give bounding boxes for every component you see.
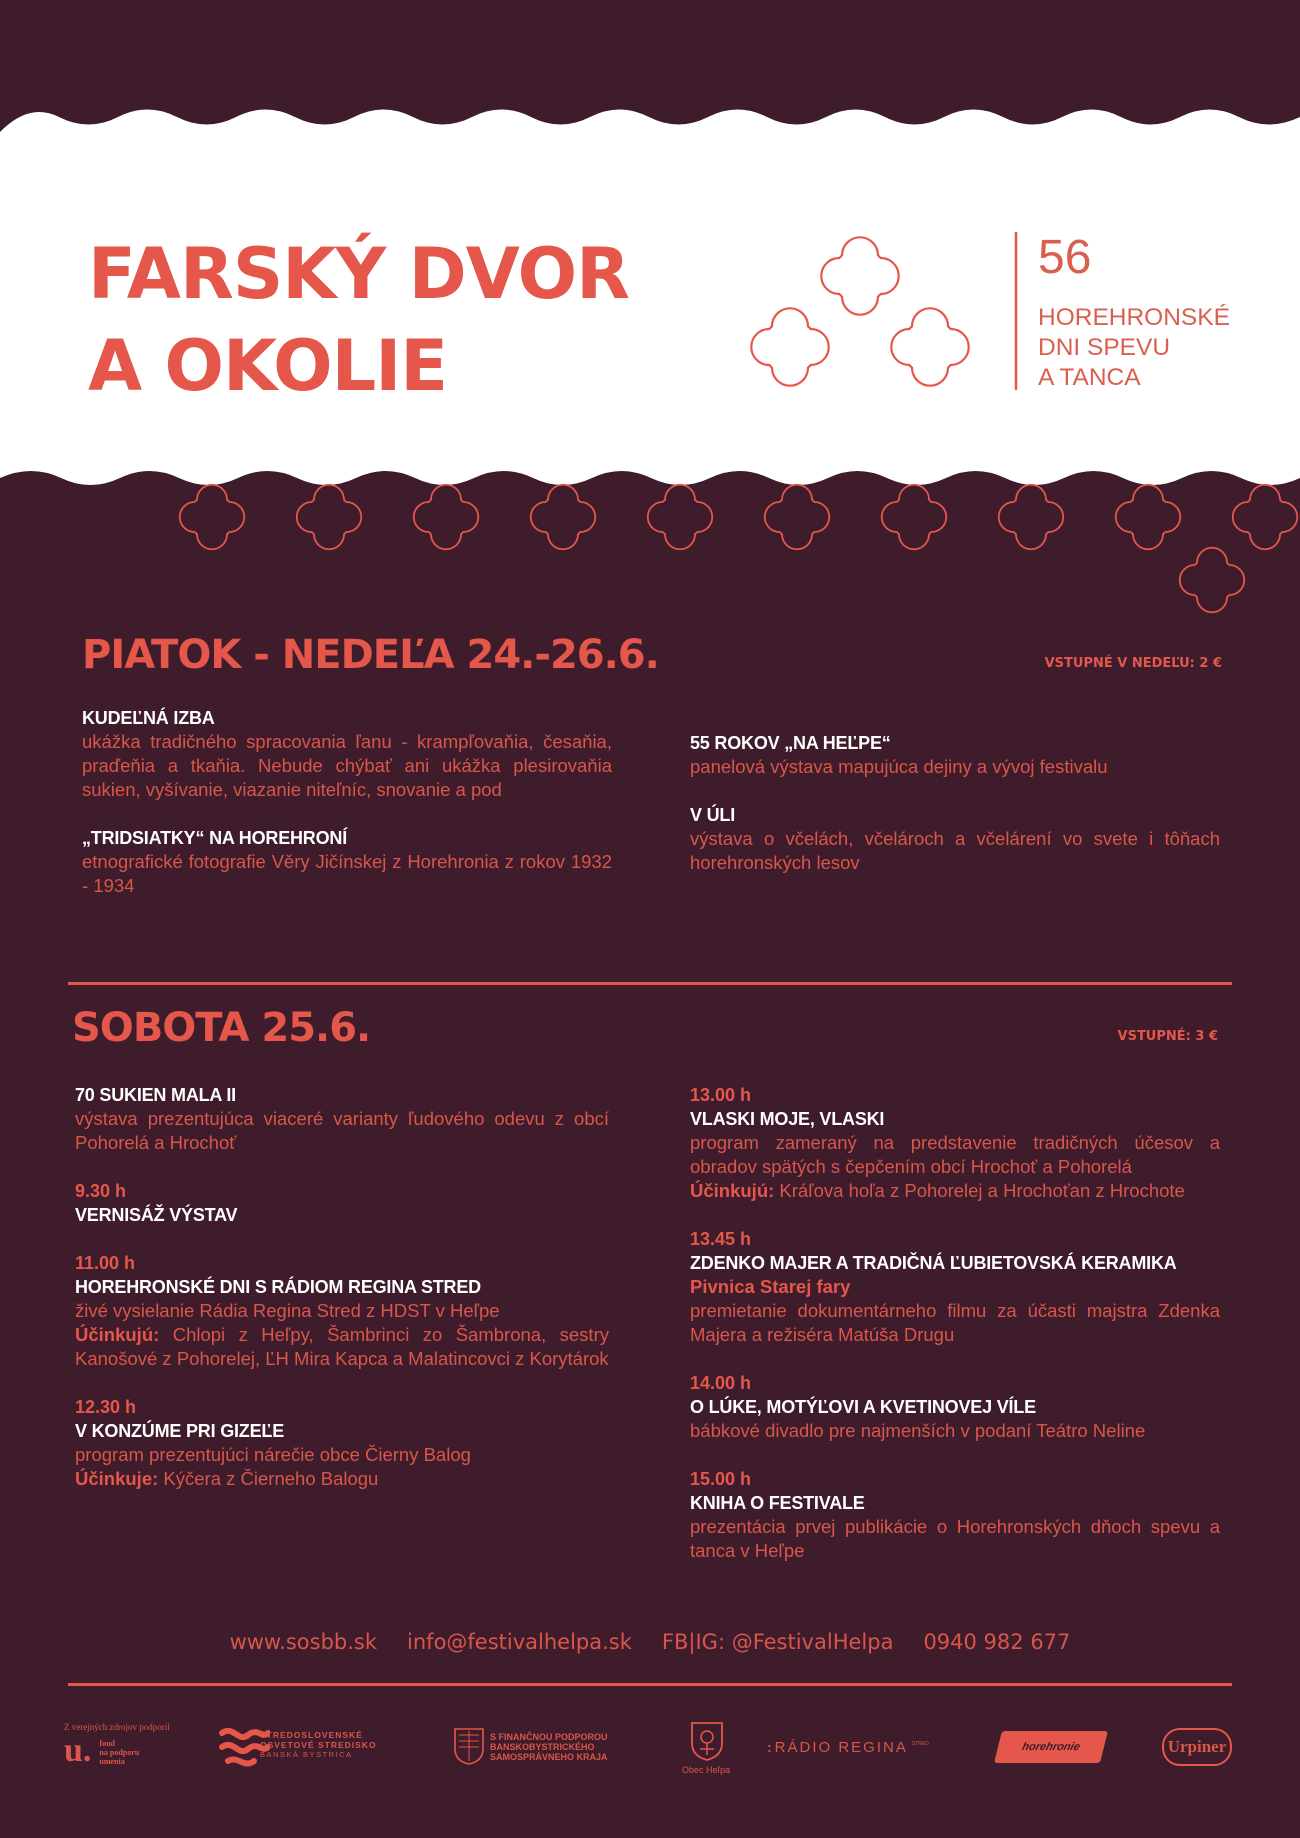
section-1-right-column [690,731,1220,899]
quatrefoil-ornament [180,485,245,549]
item-time: 15.00 h [690,1469,752,1489]
footer-divider [68,1683,1232,1686]
item-time: 12.30 h [75,1397,137,1417]
quatrefoil-ornament [1233,485,1298,549]
fpu-letter: u. [64,1732,92,1769]
item-name: KUDEĽNÁ IZBA [82,708,215,728]
social-handle[interactable]: FB|IG: @FestivalHelpa [661,1630,894,1654]
bbsk-line-2: BANSKOBYSTRICKÉHO [490,1742,595,1752]
section-2-left-column [75,1083,609,1515]
performers-text: Kráľova hoľa z Pohorelej a Hrochoťan z Hrochote [774,1180,1185,1201]
section-2-title: SOBOTA 25.6. [72,1005,371,1051]
section-2-right-column [690,1083,1220,1587]
title-line-2: A OKOLIE [88,325,448,407]
quatrefoil-ornament [882,485,947,549]
festival-name-line-1: HOREHRONSKÉ [1038,304,1230,331]
phone-number[interactable]: 0940 982 677 [923,1630,1071,1654]
email-link[interactable]: info@festivalhelpa.sk [407,1630,632,1654]
title-line-1: FARSKÝ DVOR [88,233,630,315]
sos-line-2: OSVETOVÉ STREDISKO [260,1740,377,1750]
program-item [690,1227,1220,1347]
item-name: VLASKI MOJE, VLASKI [690,1109,885,1129]
performers-text: Chlopi z Heľpy, Šambrinci zo Šambrona, sestry Kanošové z Pohorelej, ĽH Mira Kapca a Malatincovci z Korytárok [75,1324,609,1369]
sos-line-1: STREDOSLOVENSKÉ [260,1730,363,1740]
section-1-title: PIATOK - NEDEĽA 24.-26.6. [82,632,659,678]
program-item [75,1083,609,1155]
performers-label: Účinkujú: [75,1324,160,1345]
item-performers [75,1323,609,1371]
item-time: 14.00 h [690,1373,752,1393]
program-item [690,1467,1220,1563]
item-description: program prezentujúci nárečie obce Čierny Balog [75,1444,471,1465]
radio-dots-icon: : [767,1739,772,1755]
fpu-top-text: Z verejných zdrojov podporil [64,1722,170,1732]
quatrefoil-ornament [414,485,479,549]
page-title [88,228,629,412]
quatrefoil-ornament [1116,485,1180,549]
item-description: ukážka tradičného spracovania ľanu - krampľovaňia, česaňia, praďeňia a tkaňia. Nebude chýbať ani ukážka plesirovaňia sukien, vyšívanie, viazanie niteľníc, snovanie a pod [82,731,612,800]
quatrefoil-ornament [765,485,830,549]
horehronie-text: horehronie [1020,1741,1082,1753]
urpiner-logo [1162,1728,1232,1766]
performers-text: Kýčera z Čierneho Balogu [158,1468,379,1489]
program-item [690,1083,1220,1203]
item-time: 11.00 h [75,1253,136,1273]
bbsk-line-1: S FINANČNOU PODPOROU [490,1732,608,1742]
fpu-logo [64,1722,170,1769]
sos-text [260,1730,377,1759]
festival-name-line-2: DNI SPEVU [1038,334,1171,361]
item-name: V KONZÚME PRI GIZEĽE [75,1421,285,1441]
quatrefoil-ornament [999,485,1064,549]
item-name: 55 ROKOV „NA HEĽPE“ [690,733,891,753]
program-item [75,1395,609,1491]
item-description: bábkové divadlo pre najmenších v podaní Teátro Neline [690,1420,1146,1441]
item-description: panelová výstava mapujúca dejiny a vývoj festivalu [690,756,1108,777]
bbsk-coat-of-arms-icon [453,1727,485,1765]
performers-label: Účinkuje: [75,1468,159,1489]
quatrefoil-ornament [648,485,713,549]
program-item [690,1371,1220,1443]
item-time: 13.45 h [690,1229,752,1249]
radio-regina-text: RÁDIO REGINA [774,1739,908,1756]
item-name: 70 SUKIEN MALA II [75,1085,236,1105]
item-name: KNIHA O FESTIVALE [690,1493,865,1513]
program-item [690,731,1220,779]
program-item [75,1179,609,1227]
festival-number: 56 [1038,231,1092,284]
quatrefoil-ornament [531,485,596,549]
item-description: výstava prezentujúca viaceré varianty ľudového odevu z obcí Pohorelá a Hrochoť [75,1108,609,1153]
program-item [690,803,1220,875]
bbsk-line-3: SAMOSPRÁVNEHO KRAJA [490,1752,608,1762]
bbsk-text [490,1732,608,1762]
quatrefoil-row-ornaments [180,485,1298,613]
sponsor-logos [60,1715,1240,1795]
item-description: prezentácia prvej publikácie o Horehronských dňoch spevu a tanca v Heľpe [690,1516,1220,1561]
sos-line-3: BANSKÁ BYSTRICA [260,1750,353,1759]
item-name: „TRIDSIATKY“ NA HOREHRONÍ [82,828,348,848]
program-item [82,706,612,802]
section-2-fee: VSTUPNÉ: 3 € [1117,1029,1218,1044]
program-item [82,826,612,898]
item-performers [75,1467,609,1491]
festival-name [1038,303,1230,393]
fpu-line-1: fond [99,1739,115,1748]
fpu-line-2: na podporu [99,1748,140,1757]
section-divider [68,982,1232,985]
horehronie-logo [994,1731,1108,1763]
website-link[interactable]: www.sosbb.sk [229,1630,378,1654]
contact-bar [0,1630,1300,1654]
section-1-fee: VSTUPNÉ V NEDEĽU: 2 € [1044,656,1222,671]
item-description: program zameraný na predstavenie tradičných účesov a obradov spätých s čepčením obcí Hrochoť a Pohorelá [690,1132,1220,1177]
fpu-line-3: umenia [99,1757,125,1766]
item-name: O LÚKE, MOTÝĽOVI A KVETINOVEJ VÍLE [690,1397,1036,1417]
item-performers [690,1179,1220,1203]
item-name: ZDENKO MAJER A TRADIČNÁ ĽUBIETOVSKÁ KERAMIKA [690,1253,1177,1273]
item-description: premietanie dokumentárneho filmu za účasti majstra Zdenka Majera a režiséra Matúša Drugu [690,1300,1220,1345]
item-description: výstava o včelách, včelároch a včelárení vo svete i tôňach horehronských lesov [690,828,1220,873]
performers-label: Účinkujú: [690,1180,775,1201]
item-description: etnografické fotografie Věry Jičínskej z Horehronia z rokov 1932 - 1934 [82,851,612,896]
item-name: HOREHRONSKÉ DNI S RÁDIOM REGINA STRED [75,1277,481,1297]
helpa-coat-of-arms-icon [690,1721,724,1761]
quatrefoil-ornament [297,485,361,549]
item-name: VERNISÁŽ VÝSTAV [75,1205,238,1225]
festival-name-line-3: A TANCA [1038,364,1141,391]
item-venue: Pivnica Starej fary [690,1276,851,1297]
radio-regina-suffix: STRED [911,1741,929,1747]
item-description: živé vysielanie Rádia Regina Stred z HDST v Heľpe [75,1300,500,1321]
urpiner-text: Urpiner [1167,1737,1227,1756]
radio-regina-logo [767,1739,929,1756]
program-item [75,1251,609,1371]
item-time: 13.00 h [690,1085,752,1105]
item-time: 9.30 h [75,1181,127,1201]
section-1-left-column [82,706,612,922]
quatrefoil-ornament [1180,548,1245,613]
item-name: V ÚLI [690,805,736,825]
obec-helpa-label: Obec Heľpa [682,1765,731,1775]
